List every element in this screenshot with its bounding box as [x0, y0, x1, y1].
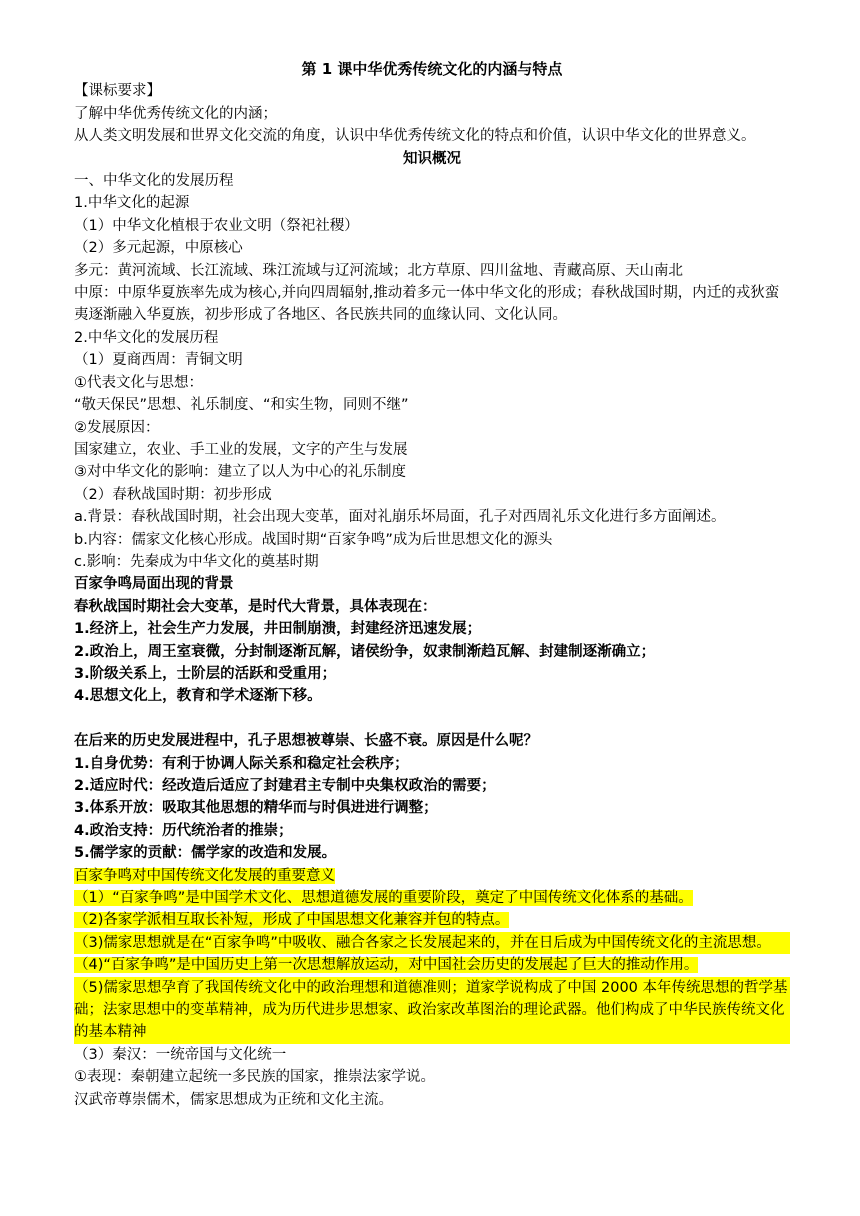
course-paragraph: ③对中华文化的影响：建立了以人为中心的礼乐制度	[74, 464, 406, 481]
confucius-item: 4.政治支持：历代统治者的推崇；	[74, 822, 293, 839]
confucius-question: 在后来的历史发展进程中，孔子思想被尊崇、长盛不衰。原因是什么呢？	[74, 733, 538, 750]
overview-heading: 知识概况	[403, 150, 461, 167]
background-heading: 百家争鸣局面出现的背景	[74, 576, 234, 593]
confucius-item: 2.适应时代：经改造后适应了封建君主专制中央集权政治的需要；	[74, 777, 496, 794]
course-paragraph: c.影响：先秦成为中华文化的奠基时期	[74, 553, 319, 570]
course-paragraph: “敬天保民”思想、礼乐制度、“和实生物，同则不继”	[74, 397, 409, 414]
lesson-title: 第 1 课中华优秀传统文化的内涵与特点	[301, 60, 563, 78]
significance-item: （3)儒家思想就是在“百家争鸣”中吸收、融合各家之长发展起来的，并在日后成为中国传统文化的主流思想。	[74, 932, 790, 954]
background-intro: 春秋战国时期社会大变革，是时代大背景，具体表现在：	[74, 598, 437, 615]
course-paragraph: ②发展原因：	[74, 419, 160, 436]
section-heading: 一、中华文化的发展历程	[74, 173, 234, 190]
significance-heading	[74, 865, 790, 887]
origin-paragraph: 多元：黄河流域、长江流域、珠江流域与辽河流域；北方草原、四川盆地、青藏高原、天山南北	[74, 262, 683, 279]
blank-line	[74, 708, 790, 730]
qinhan-heading: （3）秦汉：一统帝国与文化统一	[74, 1046, 287, 1063]
standards-item: 从人类文明发展和世界文化交流的角度，认识中华优秀传统文化的特点和价值，认识中华文化的世界意义。	[74, 128, 756, 145]
origin-paragraph: （2）多元起源，中原核心	[74, 240, 243, 257]
course-paragraph: （2）春秋战国时期：初步形成	[74, 486, 272, 503]
highlighted-text: （4)“百家争鸣”是中国历史上第一次思想解放运动，对中国社会历史的发展起了巨大的推动作用。	[74, 957, 699, 974]
qinhan-paragraph: 汉武帝尊崇儒术，儒家思想成为正统和文化主流。	[74, 1091, 393, 1108]
significance-item	[74, 909, 790, 931]
background-item: 4.思想文化上，教育和学术逐渐下移。	[74, 688, 322, 705]
highlighted-text: 百家争鸣对中国传统文化发展的重要意义	[74, 867, 335, 884]
significance-item	[74, 954, 790, 976]
confucius-item: 1.自身优势：有利于协调人际关系和稳定社会秩序；	[74, 755, 409, 772]
standards-heading: 【课标要求】	[74, 83, 161, 100]
background-item: 3.阶级关系上，士阶层的活跃和受重用；	[74, 665, 337, 682]
course-paragraph: ①代表文化与思想：	[74, 374, 203, 391]
confucius-item: 5.儒学家的贡献：儒学家的改造和发展。	[74, 845, 337, 862]
origin-heading: 1.中华文化的起源	[74, 195, 190, 212]
course-paragraph: a.背景：春秋战国时期，社会出现大变革，面对礼崩乐坏局面，孔子对西周礼乐文化进行多方面阐述。	[74, 509, 726, 526]
significance-item	[74, 887, 790, 909]
origin-paragraph: 中原：中原华夏族率先成为核心,并向四周辐射,推动着多元一体中华文化的形成；春秋战国时期，内迁的戎狄蛮夷逐渐融入华夏族，初步形成了各地区、各民族共同的血缘认同、文化认同。	[74, 285, 780, 324]
confucius-item: 3.体系开放：吸取其他思想的精华而与时俱进进行调整；	[74, 800, 438, 817]
course-paragraph: b.内容：儒家文化核心形成。战国时期“百家争鸣”成为后世思想文化的源头	[74, 531, 553, 548]
origin-paragraph: （1）中华文化植根于农业文明（祭祀社稷）	[74, 217, 359, 234]
background-item: 2.政治上，周王室衰微，分封制逐渐瓦解，诸侯纷争，奴隶制渐趋瓦解、封建制逐渐确立；	[74, 643, 656, 660]
course-paragraph: （1）夏商西周：青铜文明	[74, 352, 243, 369]
highlighted-text: （2)各家学派相互取长补短，形成了中国思想文化兼容并包的特点。	[74, 912, 510, 929]
background-item: 1.经济上，社会生产力发展，井田制崩溃，封建经济迅速发展；	[74, 621, 482, 638]
course-paragraph: 国家建立，农业、手工业的发展，文字的产生与发展	[74, 441, 408, 458]
qinhan-paragraph: ①表现：秦朝建立起统一多民族的国家，推崇法家学说。	[74, 1069, 435, 1086]
document-page	[74, 58, 790, 1111]
standards-item: 了解中华优秀传统文化的内涵；	[74, 105, 277, 122]
significance-item: （5)儒家思想孕育了我国传统文化中的政治理想和道德准则；道家学说构成了中国 2000 本年传统思想的哲学基础；法家思想中的变革精神，成为历代进步思想家、政治家改革图治的理论武器。他们构成了中华民族传统文化的基本精神	[74, 977, 790, 1044]
highlighted-text: （1）“百家争鸣”是中国学术文化、思想道德发展的重要阶段，奠定了中国传统文化体系的基础。	[74, 890, 693, 907]
course-heading: 2.中华文化的发展历程	[74, 329, 219, 346]
